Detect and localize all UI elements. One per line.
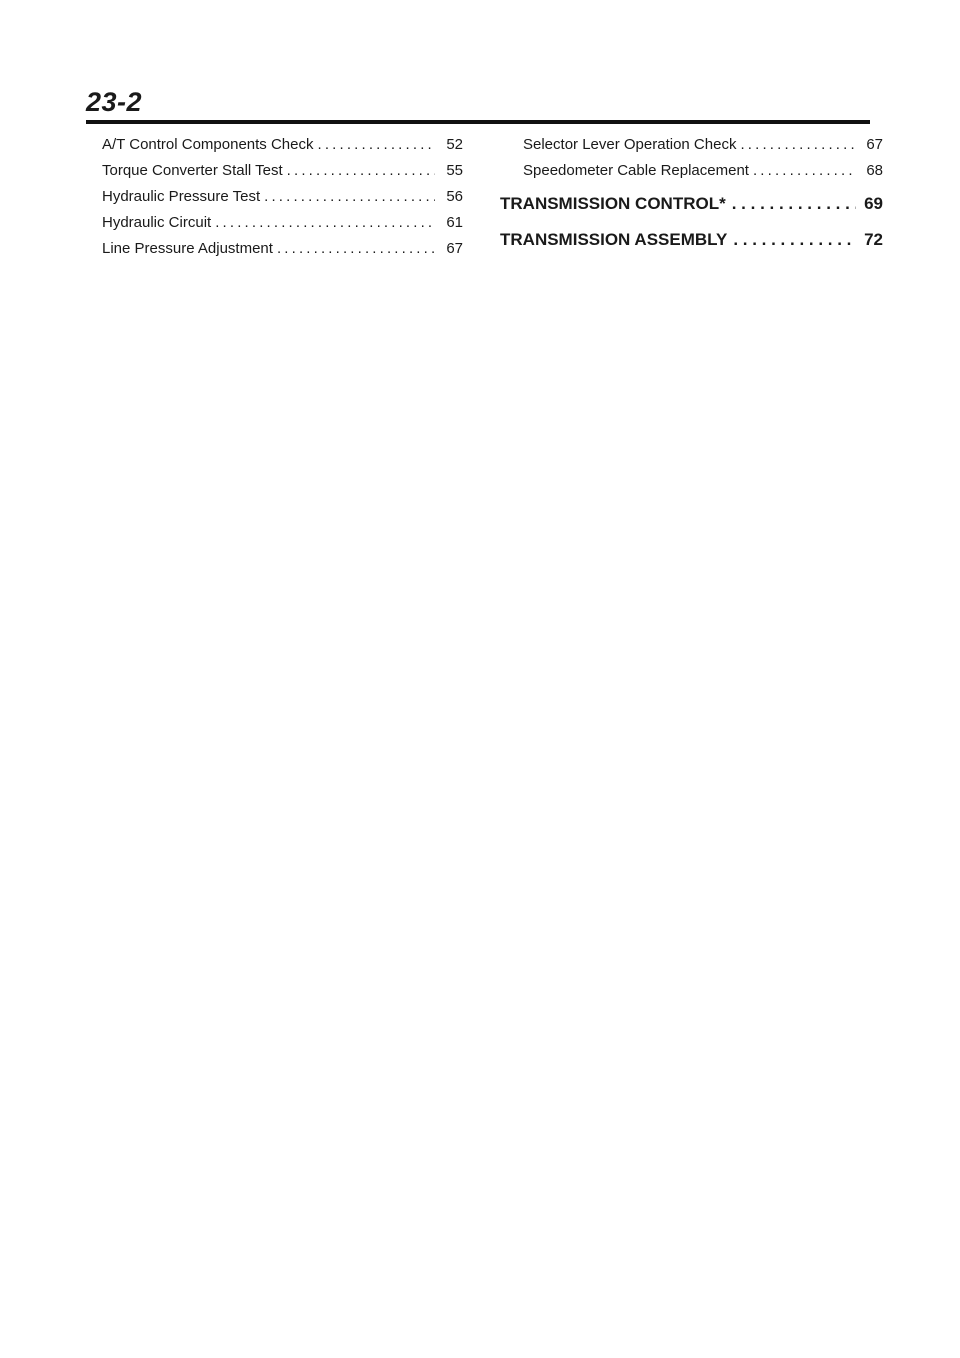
- toc-entry-label: A/T Control Components Check: [102, 136, 314, 153]
- dot-leader: [215, 214, 435, 232]
- dot-leader: [740, 136, 855, 154]
- toc-entry-hydraulic-circuit[interactable]: [102, 214, 463, 232]
- toc-entry-page: 56: [446, 188, 463, 205]
- dot-leader: [264, 188, 435, 206]
- toc-entry-page: 55: [446, 162, 463, 179]
- toc-entry-label: Speedometer Cable Replacement: [523, 162, 749, 179]
- toc-entry-speedometer-cable-replacement[interactable]: [500, 162, 883, 180]
- toc-section-transmission-control[interactable]: [500, 194, 883, 214]
- toc-section-page: 72: [864, 230, 883, 249]
- toc-left-column: [102, 136, 463, 266]
- toc-entry-hydraulic-pressure-test[interactable]: [102, 188, 463, 206]
- toc-section-transmission-assembly[interactable]: [500, 230, 883, 250]
- toc-entry-page: 68: [866, 162, 883, 179]
- toc-right-column: [500, 136, 883, 250]
- dot-leader: [732, 194, 856, 214]
- dot-leader: [318, 136, 436, 154]
- toc-entry-page: 61: [446, 214, 463, 231]
- toc-entry-page: 67: [446, 240, 463, 257]
- dot-leader: [753, 162, 855, 180]
- dot-leader: [287, 162, 435, 180]
- toc-section-page: 69: [864, 194, 883, 213]
- toc-entry-line-pressure-adjustment[interactable]: [102, 240, 463, 258]
- dot-leader: [277, 240, 435, 258]
- toc-entry-label: Hydraulic Pressure Test: [102, 188, 261, 205]
- toc-entry-selector-lever-operation-check[interactable]: [500, 136, 883, 154]
- page-number: 23-2: [86, 87, 143, 117]
- header-rule: [86, 120, 870, 124]
- toc-entry-label: Selector Lever Operation Check: [523, 136, 737, 153]
- toc-entry-torque-converter-stall-test[interactable]: [102, 162, 463, 180]
- toc-entry-page: 52: [446, 136, 463, 153]
- toc-entry-at-control-components-check[interactable]: [102, 136, 463, 154]
- toc-section-label: TRANSMISSION CONTROL*: [500, 194, 726, 213]
- toc-entry-label: Torque Converter Stall Test: [102, 162, 283, 179]
- toc-entry-label: Line Pressure Adjustment: [102, 240, 273, 257]
- toc-entry-page: 67: [866, 136, 883, 153]
- toc-entry-label: Hydraulic Circuit: [102, 214, 212, 231]
- dot-leader: [733, 230, 856, 250]
- toc-section-label: TRANSMISSION ASSEMBLY: [500, 230, 728, 249]
